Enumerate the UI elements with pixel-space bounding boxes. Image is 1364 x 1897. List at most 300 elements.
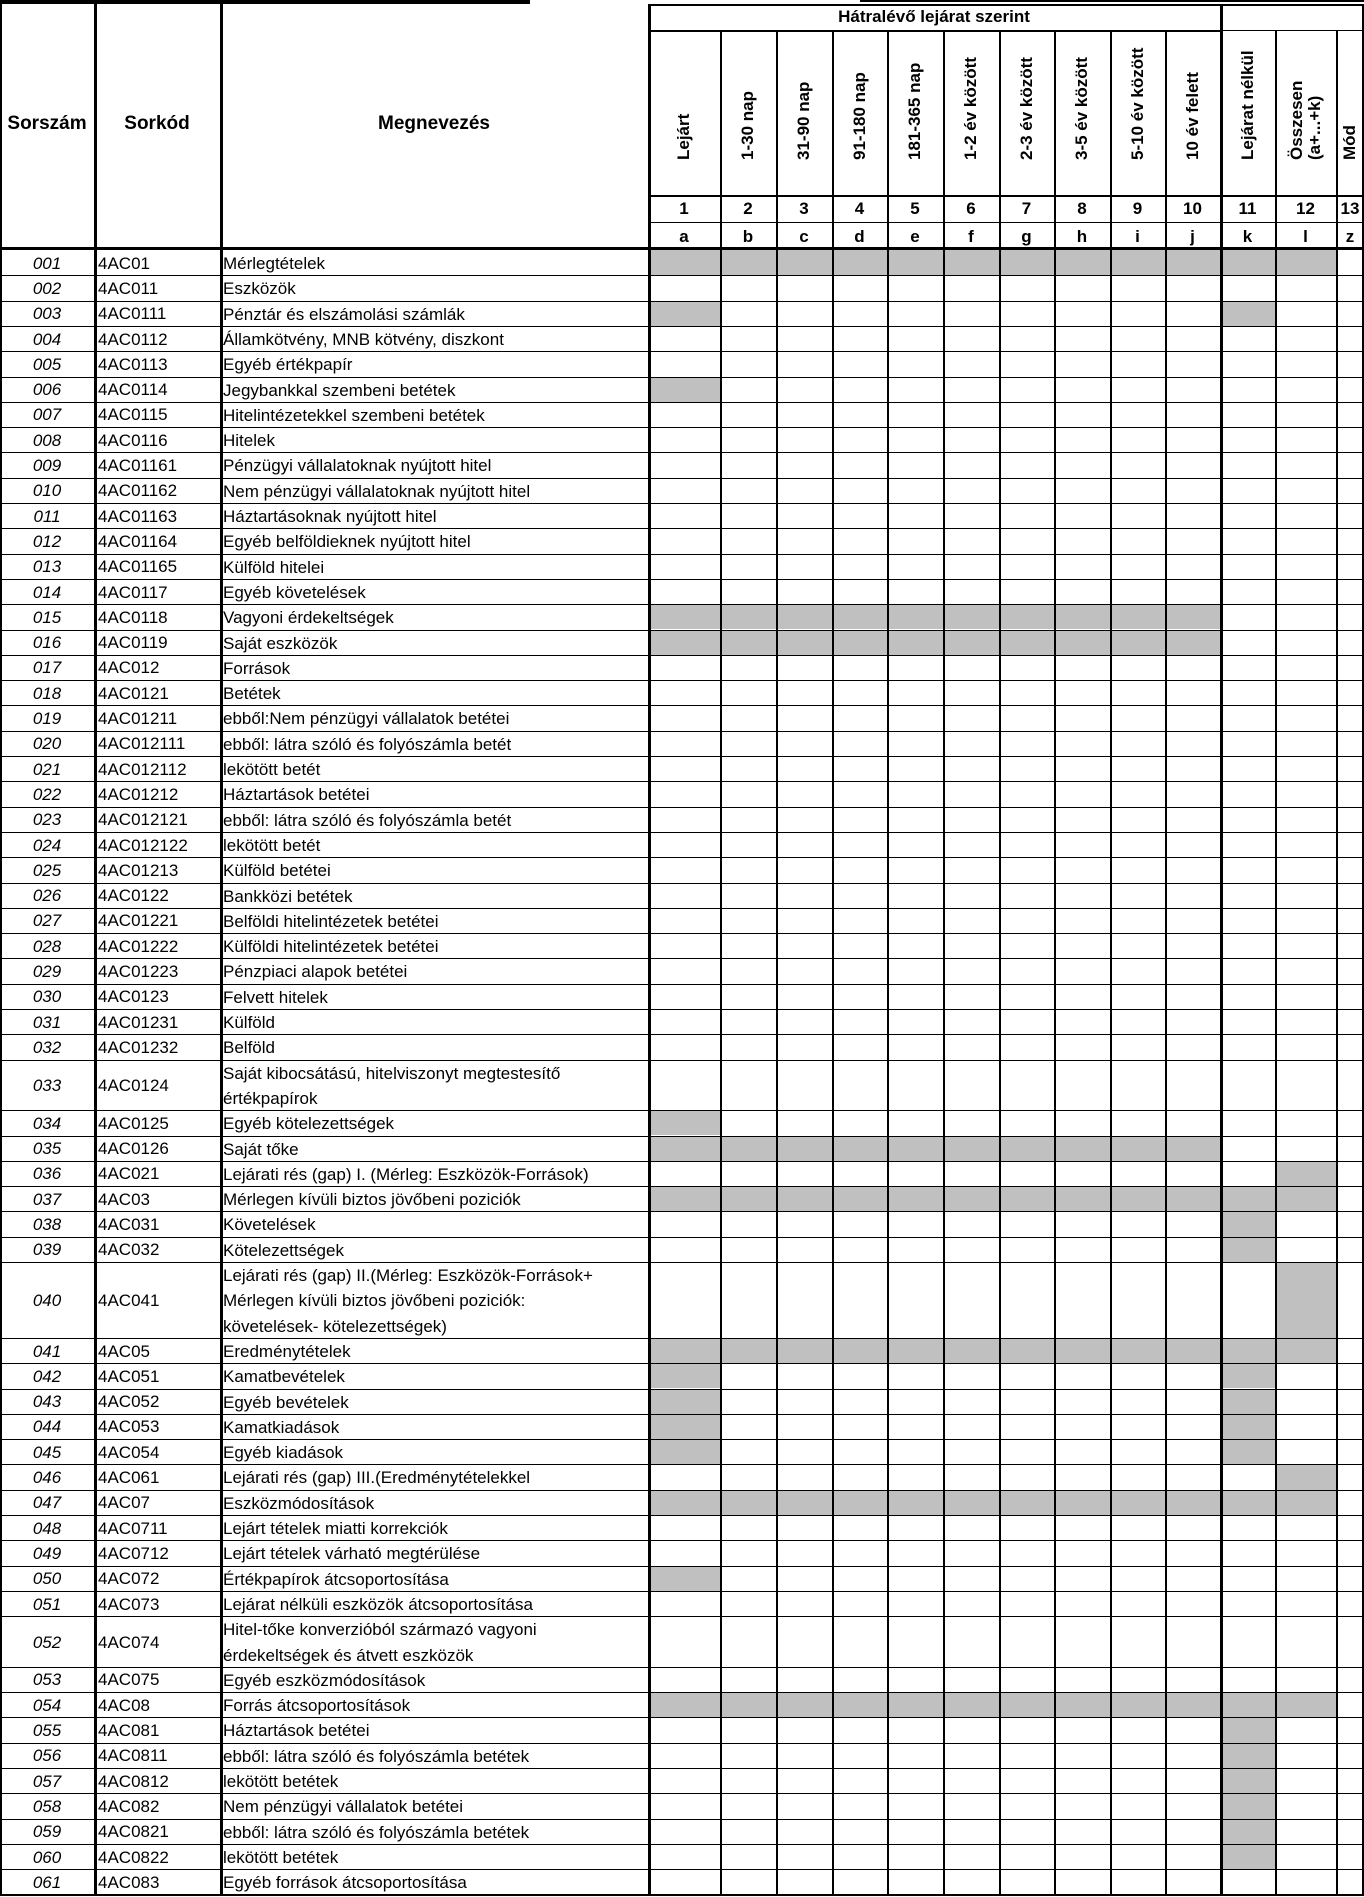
shaded-cell [1165,250,1220,275]
row-name: lekötött betét [223,835,321,855]
shaded-cell [1220,1793,1275,1818]
row-code: 4AC031 [98,1215,160,1235]
shaded-cell [1110,1338,1165,1363]
table-rule [648,195,1364,197]
table-rule [0,1717,1364,1718]
column-label: 2-3 év között [1016,57,1036,160]
row-number: 052 [32,1632,62,1652]
table-rule [0,1667,1364,1668]
row-code: 4AC01232 [98,1037,179,1057]
row-code: 4AC083 [98,1872,160,1892]
row-code: 4AC054 [98,1442,160,1462]
shaded-cell [776,630,832,655]
row-name: Bankközi betétek [223,886,353,906]
row-name: lekötött betétek [223,1772,339,1791]
shaded-cell [648,250,720,275]
shaded-cell [648,301,720,326]
row-code: 4AC0119 [98,633,168,653]
row-number: 011 [33,506,61,526]
header-sorszam: Sorszám [7,113,87,134]
table-rule [0,680,1364,681]
column-letter: z [1345,227,1355,246]
column-number: 5 [910,199,920,218]
row-code: 4AC012122 [98,835,188,855]
table-rule [0,1616,1364,1617]
row-code: 4AC073 [98,1594,160,1614]
row-number: 035 [32,1139,62,1159]
row-number: 021 [32,759,62,779]
row-number: 014 [32,582,62,602]
row-name: Háztartások betétei [223,1721,370,1741]
shaded-cell [1165,1490,1220,1515]
column-letter: l [1303,227,1308,246]
row-code: 4AC01221 [98,911,179,931]
row-name: Külföld betétei [223,861,331,881]
row-code: 4AC0812 [98,1771,169,1791]
row-number: 025 [32,860,62,880]
row-name: Pénzügyi vállalatoknak nyújtott hitel [223,456,492,476]
table-rule [0,1743,1364,1744]
row-code: 4AC053 [98,1417,160,1437]
row-name: Felvett hitelek [223,987,328,1007]
row-name: Hitelintézetekkel szembeni betétek [223,405,485,425]
row-code: 4AC01162 [98,481,178,501]
table-rule [94,0,97,1895]
shaded-cell [1220,1844,1275,1869]
row-name: Források [223,658,291,678]
shaded-cell [720,604,776,629]
table-rule [0,1692,1364,1693]
table-rule [0,1793,1364,1794]
row-code: 4AC0822 [98,1847,169,1867]
row-name: ebből: látra szóló és folyószámla betét [223,734,512,754]
column-label: Lejárat nélkül [1237,50,1257,160]
row-name: Külföldi hitelintézetek betétei [223,937,439,957]
row-code: 4AC012121 [98,810,188,830]
row-name: Külföld [223,1013,275,1032]
shaded-cell [1110,1490,1165,1515]
shaded-cell [720,250,776,275]
column-label: 181-365 nap [905,62,924,160]
row-name: követelések- kötelezettségek) [223,1316,447,1336]
shaded-cell [1165,1186,1220,1211]
table-rule [0,933,1364,934]
table-rule [0,1186,1364,1187]
shaded-cell [1054,604,1110,629]
column-label: 1-2 év között [961,57,980,160]
row-code: 4AC01231 [98,1012,179,1032]
row-name: Pénztár és elszámolási számlák [223,304,465,324]
row-name: Hitel-tőke konverzióból származó vagyoni [223,1620,537,1640]
shaded-cell [887,1136,943,1161]
table-rule [0,1490,1364,1491]
row-number: 005 [32,354,62,374]
table-rule [1220,4,1223,1895]
table-rule [0,1060,1364,1061]
table-rule [0,1363,1364,1364]
table-rule [0,1768,1364,1769]
shaded-cell [1165,1692,1220,1717]
shaded-cell [1220,1414,1275,1439]
row-number: 012 [32,531,62,551]
shaded-cell [887,250,943,275]
shaded-cell [1054,1692,1110,1717]
shaded-cell [1220,1389,1275,1414]
table-rule [0,832,1364,833]
shaded-cell [832,1186,887,1211]
header-group-title: Hátralévő lejárat szerint [838,7,1030,26]
row-name: Saját kibocsátású, hitelviszonyt megtestesítő [223,1063,561,1083]
column-letter: c [799,227,809,246]
shaded-cell [720,1136,776,1161]
table-rule [0,1389,1364,1390]
shaded-cell [887,1490,943,1515]
table-rule [0,984,1364,985]
column-label: 3-5 év között [1072,57,1091,160]
table-rule [220,0,223,1895]
shaded-cell [999,1136,1054,1161]
row-number: 015 [32,607,62,627]
row-number: 030 [32,987,62,1007]
row-number: 032 [32,1037,62,1057]
shaded-cell [720,630,776,655]
row-name: Lejárat nélküli eszközök átcsoportosítása [223,1594,533,1614]
row-code: 4AC075 [98,1670,160,1690]
row-number: 020 [32,734,62,754]
row-number: 029 [32,962,62,982]
column-letter: b [742,227,754,246]
row-number: 054 [32,1695,62,1715]
row-code: 4AC0114 [98,380,168,400]
row-name: Egyéb belföldieknek nyújtott hitel [223,532,471,552]
table-rule [0,731,1364,732]
shaded-cell [1275,1692,1336,1717]
shaded-cell [1110,1692,1165,1717]
shaded-cell [832,1338,887,1363]
row-name: Egyéb kiadások [223,1443,344,1463]
column-label: 1-30 nap [738,91,757,160]
row-code: 4AC051 [98,1366,160,1386]
table-rule [1220,30,1364,31]
shaded-cell [648,1389,720,1414]
table-rule [0,301,1364,302]
row-name: Lejárt tételek várható megtérülése [223,1544,481,1564]
column-number: 12 [1296,199,1315,218]
table-rule [648,4,1364,6]
row-code: 4AC0122 [98,886,169,906]
shaded-cell [1275,1464,1336,1489]
shaded-cell [887,1692,943,1717]
row-number: 024 [32,835,62,855]
row-code: 4AC0125 [98,1113,169,1133]
table-rule [1336,30,1338,1895]
row-number: 037 [32,1189,62,1209]
table-rule [0,503,1364,504]
row-name: Háztartásoknak nyújtott hitel [223,507,437,526]
table-rule [0,579,1364,580]
row-name: Mérlegen kívüli biztos jövőbeni poziciók: [223,1291,526,1311]
row-code: 4AC0126 [98,1139,169,1159]
row-name: Kamatkiadások [223,1417,340,1437]
table-rule [0,1034,1364,1035]
table-rule [0,883,1364,884]
table-rule [0,0,2,1895]
row-code: 4AC07 [98,1493,150,1513]
column-number: 9 [1132,199,1143,218]
row-number: 010 [32,481,62,501]
column-label: 91-180 nap [849,72,869,160]
shaded-cell [648,1566,720,1591]
shaded-cell [776,1338,832,1363]
column-letter: e [910,227,920,246]
shaded-cell [943,1136,999,1161]
shaded-cell [832,1490,887,1515]
shaded-cell [943,604,999,629]
table-rule [0,247,1364,250]
table-rule [1110,30,1112,1895]
row-code: 4AC01213 [98,860,179,880]
row-code: 4AC0811 [98,1746,168,1766]
row-number: 044 [32,1417,62,1437]
row-number: 019 [32,709,62,729]
row-number: 047 [32,1493,62,1513]
row-name: Belföldi hitelintézetek betétei [223,911,439,931]
row-name: Lejárati rés (gap) II.(Mérleg: Eszközök-Források+ [223,1266,593,1285]
shaded-cell [776,250,832,275]
row-name: Háztartások betétei [223,785,370,805]
column-label: Mód [1340,125,1359,160]
table-rule [1165,30,1167,1895]
shaded-cell [648,630,720,655]
table-rule [0,655,1364,656]
shaded-cell [1165,630,1220,655]
row-name: ebből: látra szóló és folyószámla betétek [223,1746,530,1766]
table-rule [0,1844,1364,1845]
row-number: 038 [32,1215,62,1235]
row-number: 001 [32,253,62,273]
column-letter: j [1190,227,1195,246]
row-name: Lejárati rés (gap) III.(Eredménytételekkel [223,1468,531,1488]
table-rule [0,1211,1364,1212]
row-number: 042 [32,1366,62,1386]
column-number: 2 [743,199,753,218]
column-number: 8 [1077,199,1087,218]
row-code: 4AC03 [98,1189,150,1209]
row-number: 055 [32,1721,62,1741]
table-rule [0,0,530,4]
row-number: 028 [32,936,62,956]
table-rule [0,630,1364,631]
table-rule [0,1009,1364,1010]
row-number: 058 [32,1796,62,1816]
row-code: 4AC0116 [98,430,168,450]
shaded-cell [943,1338,999,1363]
shaded-cell [1220,1186,1275,1211]
row-number: 061 [32,1872,62,1892]
shaded-cell [1220,1717,1275,1742]
column-number: 7 [1021,199,1032,218]
table-rule [0,478,1364,479]
row-code: 4AC01211 [98,709,178,729]
row-code: 4AC08 [98,1695,150,1715]
shaded-cell [1165,1338,1220,1363]
row-code: 4AC0821 [98,1822,169,1842]
row-code: 4AC0712 [98,1543,169,1563]
row-number: 002 [32,278,62,298]
row-name: Jegybankkal szembeni betétek [223,380,456,400]
row-name: Betétek [223,684,281,704]
table-rule [0,705,1364,706]
row-code: 4AC01223 [98,962,179,982]
column-label: 10 év felett [1182,72,1202,160]
shaded-cell [720,1186,776,1211]
row-name: lekötött betétek [223,1847,339,1867]
table-rule [0,1414,1364,1415]
row-code: 4AC011 [98,278,159,298]
row-number: 003 [32,304,62,324]
shaded-cell [1054,1136,1110,1161]
shaded-cell [648,1338,720,1363]
row-number: 057 [32,1771,62,1791]
table-rule [0,1540,1364,1541]
shaded-cell [1220,1819,1275,1844]
row-code: 4AC01165 [98,557,178,577]
row-code: 4AC0118 [98,607,168,627]
column-letter: d [854,227,865,246]
shaded-cell [1054,250,1110,275]
header-sorkod: Sorkód [124,113,190,134]
column-label: (a+...+k) [1304,95,1324,160]
shaded-cell [1054,1490,1110,1515]
row-code: 4AC01212 [98,784,179,804]
row-number: 040 [32,1290,62,1310]
shaded-cell [720,1338,776,1363]
table-rule [0,1136,1364,1137]
table-rule [0,528,1364,529]
row-number: 046 [32,1468,62,1488]
shaded-cell [1165,604,1220,629]
shaded-cell [999,1490,1054,1515]
row-name: Egyéb kötelezettségek [223,1114,395,1134]
row-name: Saját eszközök [223,633,338,653]
shaded-cell [1110,630,1165,655]
table-rule [0,275,1364,276]
row-name: ebből: látra szóló és folyószámla betétek [223,1822,530,1842]
shaded-cell [1054,1186,1110,1211]
row-number: 026 [32,886,62,906]
row-name: Lejárt tételek miatti korrekciók [223,1519,448,1538]
table-rule [0,377,1364,378]
table-rule [720,30,722,1895]
column-letter: k [1242,227,1253,246]
shaded-cell [648,1136,720,1161]
column-letter: h [1076,227,1088,246]
shaded-cell [887,604,943,629]
shaded-cell [648,1439,720,1464]
table-rule [0,781,1364,782]
shaded-cell [999,1338,1054,1363]
table-rule [1275,30,1277,1895]
row-name: Egyéb bevételek [223,1392,349,1412]
shaded-cell [1220,1363,1275,1388]
shaded-cell [999,630,1054,655]
shaded-cell [1165,1136,1220,1161]
row-number: 036 [32,1164,62,1184]
table-rule [0,351,1364,352]
row-code: 4AC041 [98,1290,160,1310]
column-letter: a [679,227,689,246]
row-code: 4AC0111 [98,304,167,324]
row-number: 060 [32,1847,62,1867]
table-rule [0,1869,1364,1870]
table-rule [0,807,1364,808]
row-number: 008 [32,430,62,450]
shaded-cell [1110,1136,1165,1161]
shaded-cell [648,1692,720,1717]
table-rule [0,908,1364,909]
row-code: 4AC032 [98,1240,160,1260]
row-code: 4AC0711 [98,1518,168,1538]
row-code: 4AC0113 [98,354,168,374]
column-number: 3 [799,199,809,218]
row-name: Lejárati rés (gap) I. (Mérleg: Eszközök-Források) [223,1164,589,1184]
row-number: 009 [32,456,62,476]
shaded-cell [648,1490,720,1515]
shaded-cell [1220,250,1275,275]
shaded-cell [720,1692,776,1717]
shaded-cell [1220,1439,1275,1464]
shaded-cell [776,1490,832,1515]
shaded-cell [1220,1237,1275,1262]
row-number: 056 [32,1746,62,1766]
row-number: 045 [32,1442,62,1462]
shaded-cell [1220,301,1275,326]
shaded-cell [1110,604,1165,629]
shaded-cell [999,250,1054,275]
shaded-cell [1110,1186,1165,1211]
column-number: 1 [679,199,689,218]
shaded-cell [943,630,999,655]
column-number: 6 [966,199,976,218]
column-letter: i [1135,227,1140,246]
shaded-cell [776,604,832,629]
table-rule [887,30,889,1895]
table-rule [0,1819,1364,1820]
shaded-cell [943,250,999,275]
row-code: 4AC021 [98,1164,160,1184]
shaded-cell [999,1692,1054,1717]
row-number: 048 [32,1518,62,1538]
table-rule [832,30,834,1895]
row-code: 4AC082 [98,1796,160,1816]
shaded-cell [943,1186,999,1211]
row-number: 043 [32,1392,62,1412]
header-megnevezes: Megnevezés [378,113,490,134]
shaded-cell [1054,1338,1110,1363]
table-rule [776,30,778,1895]
row-name: Külföld hitelei [223,557,325,577]
row-number: 004 [32,329,62,349]
row-name: Pénzpiaci alapok betétei [223,962,408,982]
row-name: Vagyoni érdekeltségek [223,608,394,628]
row-name: Saját tőke [223,1139,299,1159]
column-number: 10 [1183,199,1202,218]
row-name: Eszközök [223,279,296,299]
row-name: Mérlegen kívüli biztos jövőbeni poziciók [223,1190,521,1210]
table-rule [0,1566,1364,1567]
row-name: Egyéb követelések [223,582,366,602]
row-number: 059 [32,1822,62,1842]
